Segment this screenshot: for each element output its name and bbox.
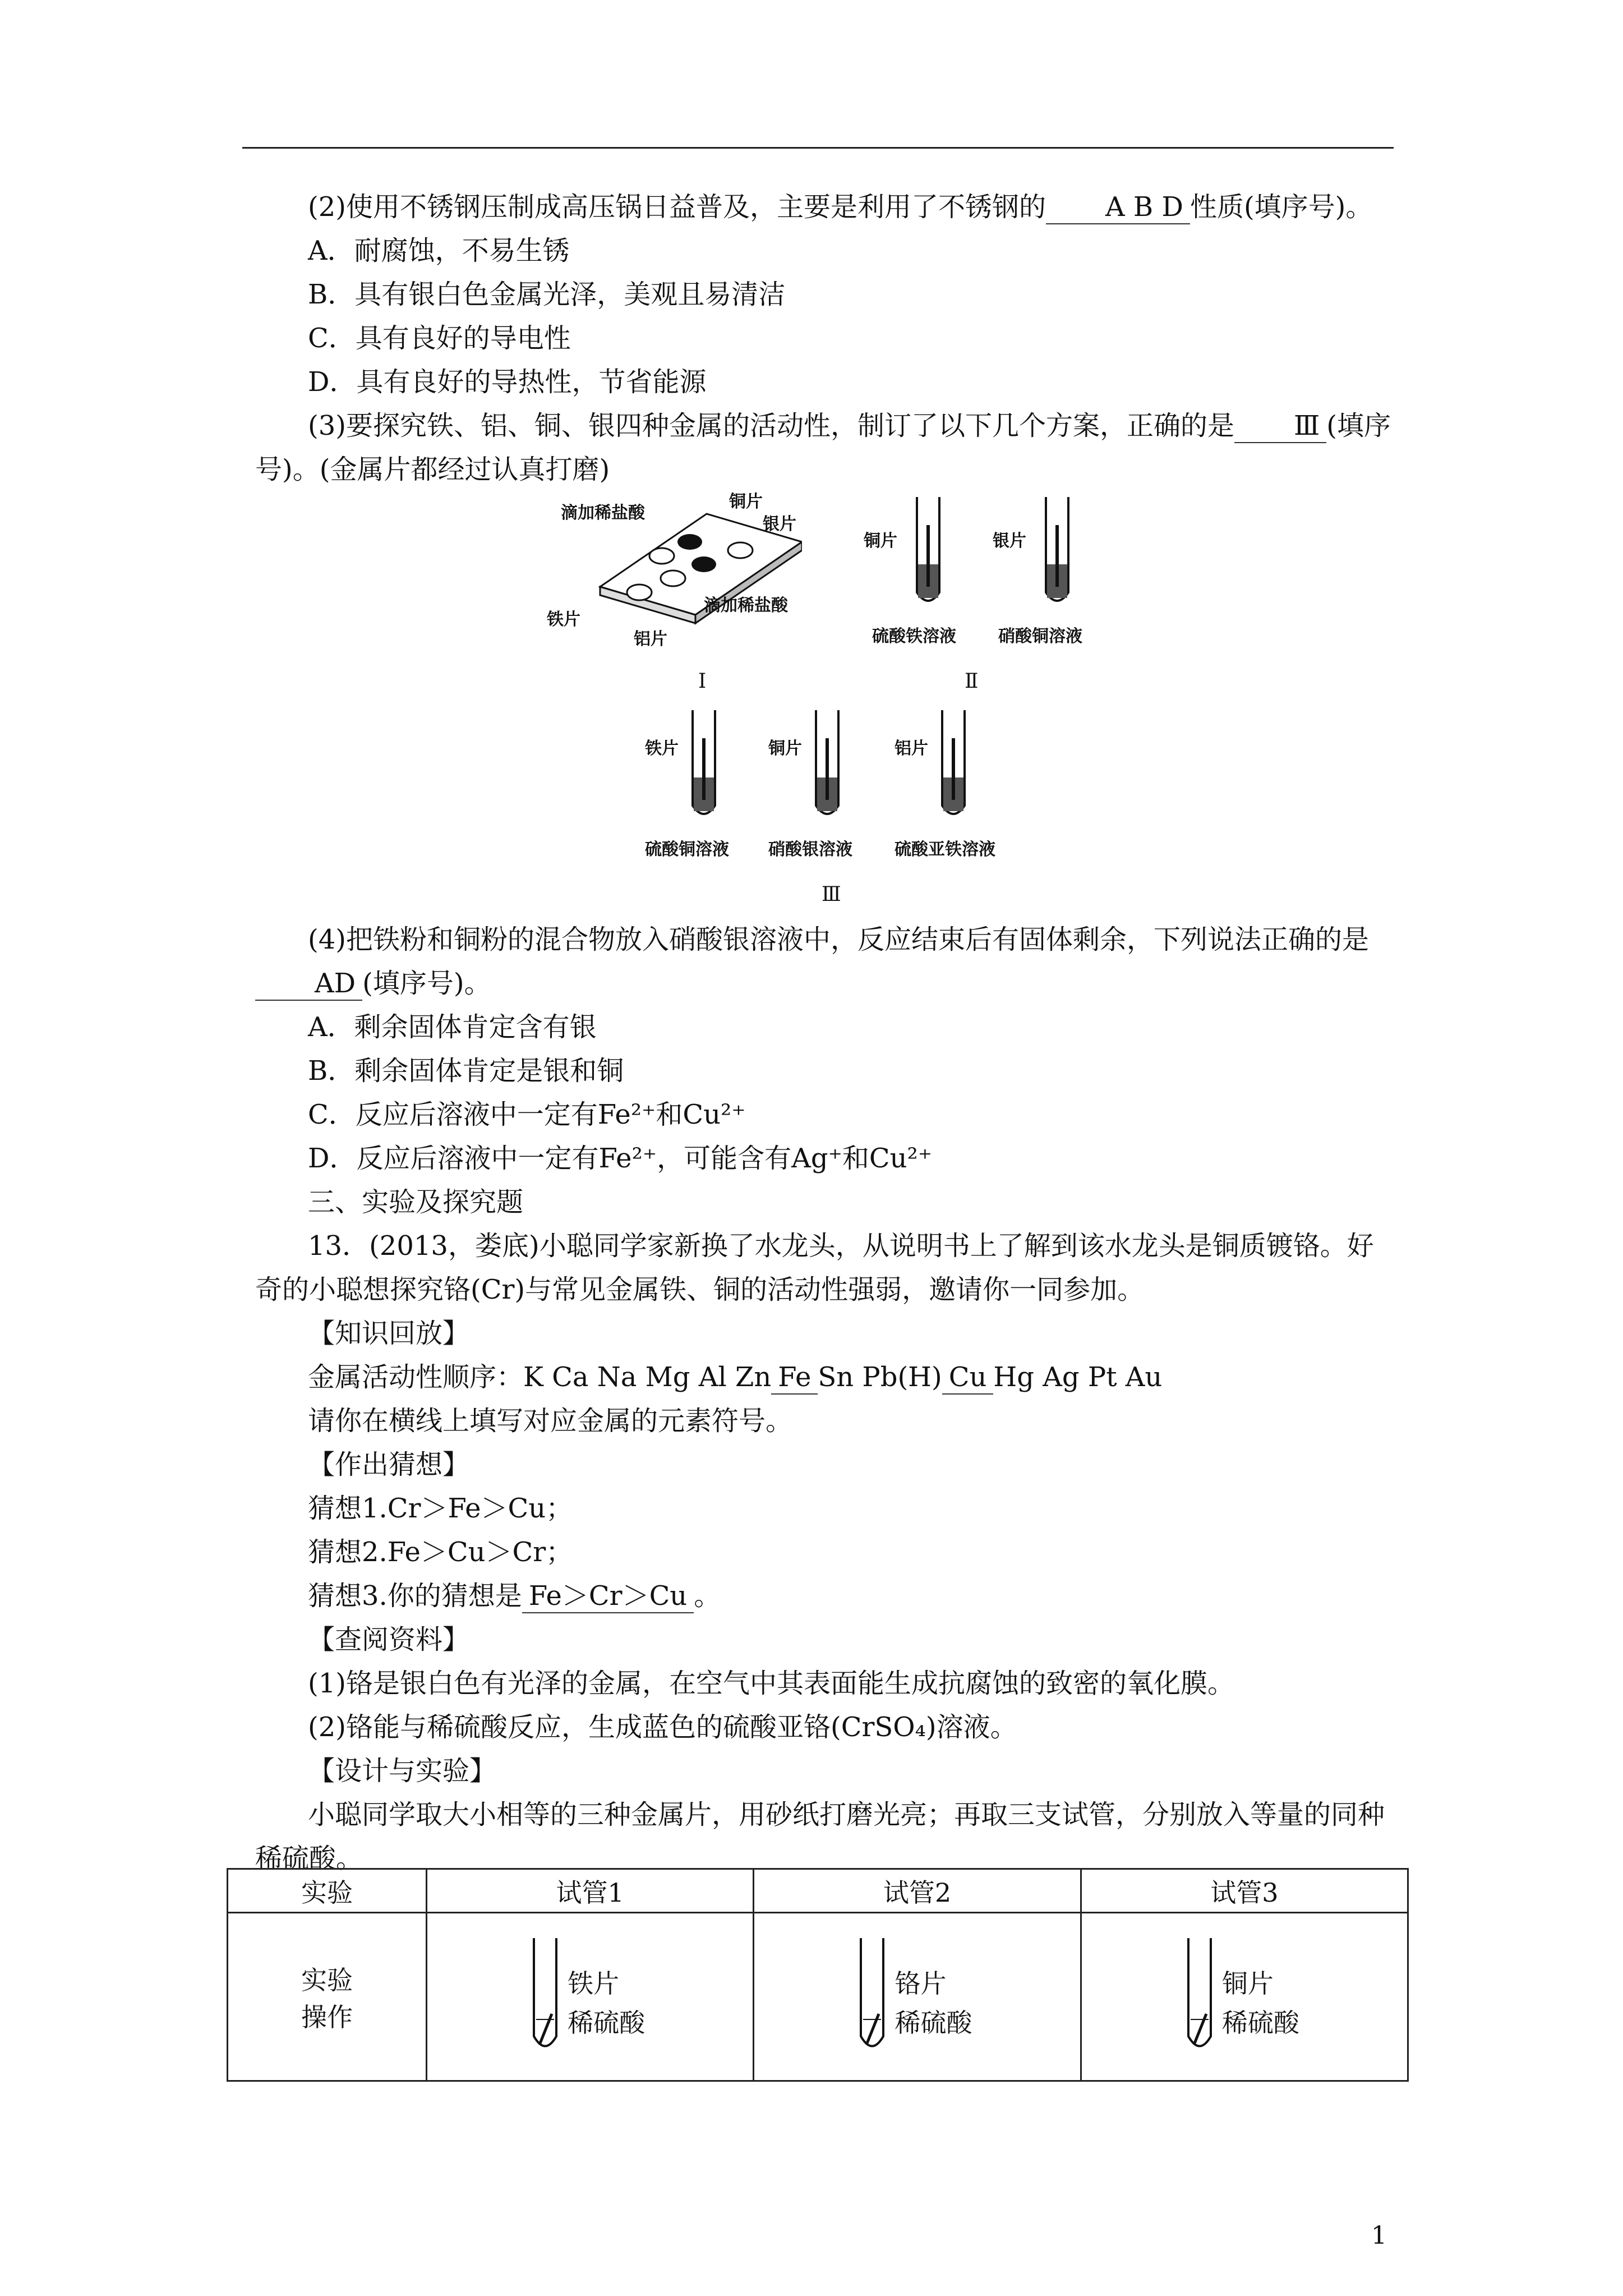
- tube-1-acid: 稀硫酸: [568, 2007, 645, 2038]
- table-header: 实验: [228, 1869, 427, 1913]
- test-tube-icon: [528, 1935, 562, 2059]
- q4-option-b: B．剩余固体肯定是银和铜: [308, 1055, 624, 1087]
- table-header: 试管1: [427, 1869, 754, 1913]
- plate-label-1: 滴加稀盐酸: [561, 503, 645, 523]
- t2b-metal: 银片: [993, 531, 1026, 551]
- header-rule: [242, 147, 1394, 149]
- q4-option-d: D．反应后溶液中一定有Fe²⁺，可能含有Ag⁺和Cu²⁺: [308, 1143, 933, 1174]
- guess-3: 猜想3.你的猜想是 Fe＞Cr＞Cu 。: [255, 1574, 1394, 1618]
- q3-stem: (3)要探究铁、铝、铜、银四种金属的活动性，制订了以下几个方案，正确的是 Ⅲ (填序号)。(金属片都经过认真打磨): [255, 410, 1391, 485]
- q13-intro: 13．(2013，娄底)小聪同学家新换了水龙头，从说明书上了解到该水龙头是铜质镀铬。好奇的小聪想探究铬(Cr)与常见金属铁、铜的活动性强弱，邀请你一同参加。: [255, 1230, 1374, 1305]
- fill-note: 请你在横线上填写对应金属的元素符号。: [308, 1405, 793, 1437]
- t2a-solution: 硫酸铁溶液: [872, 627, 956, 646]
- activity-series: 金属活动性顺序：K Ca Na Mg Al Zn Fe Sn Pb(H) Cu Hg Ag Pt Au: [255, 1355, 1394, 1399]
- plate-label-5: 滴加稀盐酸: [704, 596, 788, 615]
- plate-label-2: 铜片: [729, 492, 763, 512]
- tube-2-cell: [754, 1913, 1081, 2081]
- t3a-solution: 硫酸铜溶液: [645, 840, 729, 859]
- t3b-solution: 硝酸银溶液: [768, 840, 852, 859]
- section-heading: 三、实验及探究题: [308, 1186, 524, 1218]
- t3c-solution: 硫酸亚铁溶液: [895, 840, 995, 859]
- reference-2: (2)铬能与稀硫酸反应，生成蓝色的硫酸亚铬(CrSO₄)溶液。: [308, 1711, 1017, 1743]
- table-header: 试管3: [1081, 1869, 1408, 1913]
- blank-cu: Cu: [942, 1361, 994, 1395]
- reference-1: (1)铬是银白色有光泽的金属，在空气中其表面能生成抗腐蚀的致密的氧化膜。: [308, 1668, 1234, 1699]
- q2-stem: (2)使用不锈钢压制成高压锅日益普及，主要是利用了不锈钢的 A B D 性质(填序号)。: [255, 185, 1394, 229]
- experiment-figure: [255, 491, 1394, 918]
- experiment-table: [227, 1868, 1409, 2082]
- row-label: 实验 操作: [228, 1913, 427, 2081]
- t3b-metal: 铜片: [768, 739, 802, 758]
- q2-option-a: A．耐腐蚀，不易生锈: [308, 235, 570, 266]
- table-header: 试管2: [754, 1869, 1081, 1913]
- tube-3-cell: [1081, 1913, 1408, 2081]
- tube-3-acid: 稀硫酸: [1221, 2007, 1299, 2038]
- design-text: 小聪同学取大小相等的三种金属片，用砂纸打磨光亮；再取三支试管，分别放入等量的同种稀硫酸。: [255, 1799, 1385, 1874]
- scheme-2-label: Ⅱ: [965, 670, 979, 693]
- test-tube-icon: [687, 705, 721, 828]
- guess-2: 猜想2.Fe＞Cu＞Cr；: [308, 1536, 573, 1568]
- q2-option-b: B．具有银白色金属光泽，美观且易清洁: [308, 279, 786, 310]
- q2-option-d: D．具有良好的导热性，节省能源: [308, 366, 707, 398]
- t3a-metal: 铁片: [645, 739, 679, 758]
- q2-option-c: C．具有良好的导电性: [308, 323, 571, 354]
- q4-answer: AD: [255, 967, 362, 1001]
- guess-3-answer: Fe＞Cr＞Cu: [522, 1580, 694, 1613]
- q4-option-c: C．反应后溶液中一定有Fe²⁺和Cu²⁺: [308, 1099, 746, 1130]
- body-text: [255, 185, 1394, 1880]
- design-heading: 【设计与实验】: [308, 1755, 497, 1787]
- scheme-3-label: Ⅲ: [822, 883, 841, 906]
- test-tube-icon: [855, 1935, 889, 2059]
- q2-answer: A B D: [1046, 191, 1190, 224]
- test-tube-icon: [1040, 491, 1074, 615]
- knowledge-heading: 【知识回放】: [308, 1318, 470, 1349]
- guess-1: 猜想1.Cr＞Fe＞Cu；: [308, 1493, 573, 1524]
- test-tube-icon: [911, 491, 945, 615]
- q3-answer: Ⅲ: [1234, 409, 1326, 443]
- plate-label-6: 铝片: [634, 629, 667, 649]
- test-tube-icon: [810, 705, 844, 828]
- test-tube-icon: [1183, 1935, 1216, 2059]
- q4-option-a: A．剩余固体肯定含有银: [308, 1011, 597, 1043]
- tube-2-metal: 铬片: [895, 1968, 947, 1999]
- test-tube-icon: [937, 705, 970, 828]
- plate-label-4: 铁片: [547, 610, 580, 629]
- blank-fe: Fe: [771, 1361, 818, 1395]
- hypothesis-heading: 【作出猜想】: [308, 1449, 470, 1480]
- scheme-1-label: Ⅰ: [698, 670, 707, 693]
- t2a-metal: 铜片: [864, 531, 897, 551]
- tube-1-metal: 铁片: [568, 1968, 620, 1999]
- reference-heading: 【查阅资料】: [308, 1624, 470, 1655]
- t2b-solution: 硝酸铜溶液: [998, 627, 1082, 646]
- q4-stem: (4)把铁粉和铜粉的混合物放入硝酸银溶液中，反应结束后有固体剩余，下列说法正确的是AD (填序号)。: [255, 918, 1394, 1005]
- plate-label-3: 银片: [763, 514, 796, 534]
- tube-1-cell: [427, 1913, 754, 2081]
- t3c-metal: 铝片: [895, 739, 928, 758]
- page-number: 1: [1371, 2221, 1387, 2250]
- tube-2-acid: 稀硫酸: [895, 2007, 972, 2038]
- tube-3-metal: 铜片: [1221, 1968, 1274, 1999]
